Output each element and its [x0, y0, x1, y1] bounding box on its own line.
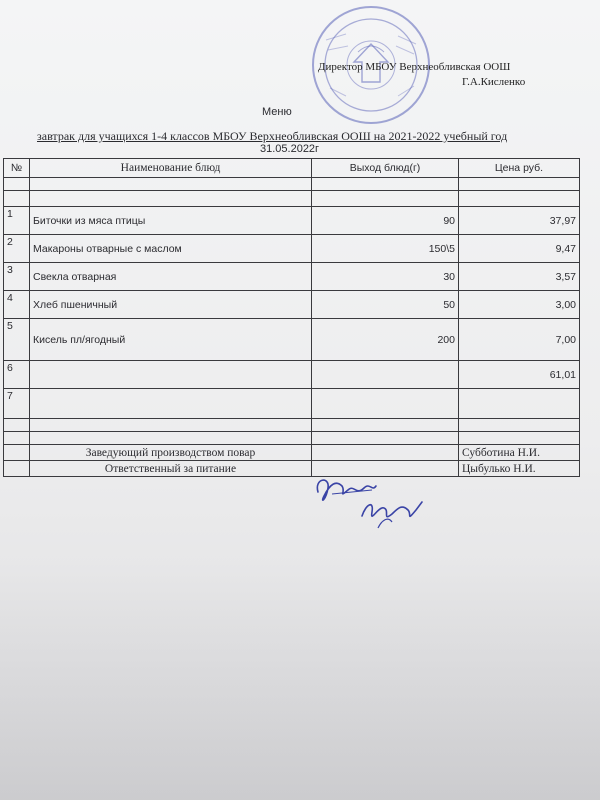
- dish-name: Биточки из мяса птицы: [30, 207, 312, 235]
- dish-yield: 150\5: [312, 235, 459, 263]
- row-number: 5: [4, 319, 30, 361]
- dish-name: Макароны отварные с маслом: [30, 235, 312, 263]
- signature-role: Заведующий производством повар: [30, 445, 312, 461]
- signature-row: [4, 445, 580, 461]
- table-row: [4, 432, 580, 445]
- table-row: [4, 389, 580, 419]
- approval-director: Директор МБОУ Верхнеобливская ООШ: [318, 61, 511, 73]
- row-number: 7: [4, 389, 30, 419]
- table-header-row: [4, 159, 580, 178]
- table-row: [4, 178, 580, 191]
- handwritten-signatures: [312, 470, 432, 534]
- dish-yield: [312, 361, 459, 389]
- dish-price: 7,00: [459, 319, 580, 361]
- col-price-header: Цена руб.: [459, 159, 580, 178]
- col-yield-header: Выход блюд(г): [312, 159, 459, 178]
- dish-price: 37,97: [459, 207, 580, 235]
- table-row: [4, 419, 580, 432]
- dish-price: [459, 389, 580, 419]
- dish-name: Свекла отварная: [30, 263, 312, 291]
- dish-price: 3,00: [459, 291, 580, 319]
- signature-name: Субботина Н.И.: [459, 445, 580, 461]
- menu-date: 31.05.2022г: [260, 143, 320, 155]
- menu-title: Меню: [262, 106, 292, 118]
- row-number: 4: [4, 291, 30, 319]
- total-price: 61,01: [459, 361, 580, 389]
- col-dish-header: Наименование блюд: [30, 159, 312, 178]
- table-row: [4, 207, 580, 235]
- row-number: 3: [4, 263, 30, 291]
- dish-yield: 50: [312, 291, 459, 319]
- dish-name: Хлеб пшеничный: [30, 291, 312, 319]
- dish-name: Кисель пл/ягодный: [30, 319, 312, 361]
- row-number: 2: [4, 235, 30, 263]
- signature-name: Цыбулько Н.И.: [459, 461, 580, 477]
- signature-row: [4, 461, 580, 477]
- table-row-total: [4, 361, 580, 389]
- dish-yield: [312, 389, 459, 419]
- dish-yield: 90: [312, 207, 459, 235]
- table-row: [4, 235, 580, 263]
- approval-director-name: Г.А.Кисленко: [462, 76, 526, 88]
- dish-yield: 30: [312, 263, 459, 291]
- menu-subtitle: завтрак для учащихся 1-4 классов МБОУ Верхнеобливская ООШ на 2021-2022 учебный год: [37, 129, 508, 143]
- table-row: [4, 263, 580, 291]
- table-row: [4, 191, 580, 207]
- row-number: 6: [4, 361, 30, 389]
- table-row: [4, 291, 580, 319]
- paper-shadow: [0, 560, 600, 800]
- signature-role: Ответственный за питание: [30, 461, 312, 477]
- menu-table: [3, 158, 580, 477]
- dish-price: 9,47: [459, 235, 580, 263]
- table-row: [4, 319, 580, 361]
- dish-name: [30, 389, 312, 419]
- dish-name: [30, 361, 312, 389]
- row-number: 1: [4, 207, 30, 235]
- dish-price: 3,57: [459, 263, 580, 291]
- col-number-header: №: [4, 159, 30, 178]
- dish-yield: 200: [312, 319, 459, 361]
